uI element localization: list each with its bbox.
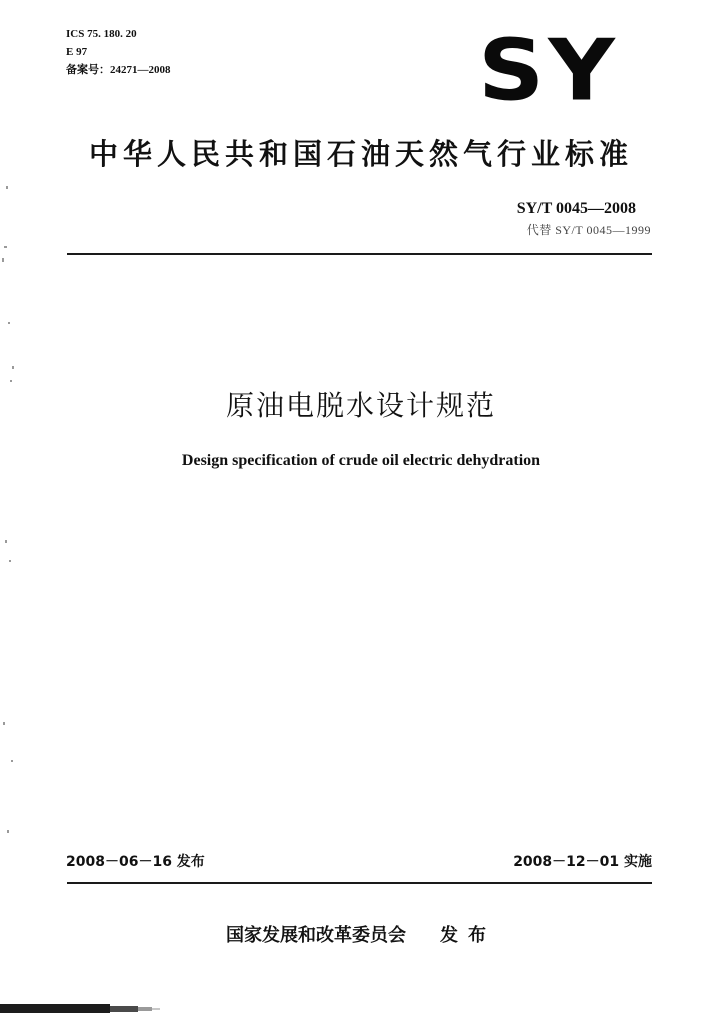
sy-logo: SY [478, 21, 619, 120]
issuer-name: 国家发展和改革委员会 [226, 925, 406, 946]
issuer-action: 发布 [440, 925, 496, 946]
classification-code: E 97 [66, 46, 88, 58]
issuer-line [0, 924, 722, 948]
standard-code: SY/T 0045—2008 [516, 200, 636, 217]
document-title-english: Design specification of crude oil electric dehydration [181, 452, 541, 469]
ics-code: ICS 75. 180. 20 [66, 28, 137, 40]
document-title-chinese: 原油电脱水设计规范 [225, 389, 496, 422]
header-divider [67, 253, 652, 255]
scan-edge-artifact [0, 992, 170, 1024]
implementation-date: 2008－12－01 实施 [513, 854, 652, 870]
issue-date: 2008－06－16 发布 [66, 854, 205, 870]
standard-body-title: 中华人民共和国石油天然气行业标准 [88, 137, 633, 171]
replaces-standard: 代替 SY/T 0045—1999 [526, 223, 651, 237]
scan-margin-marks [0, 0, 30, 1024]
footer-divider [67, 882, 652, 884]
filing-number: 备案号：24271—2008 [66, 64, 171, 76]
